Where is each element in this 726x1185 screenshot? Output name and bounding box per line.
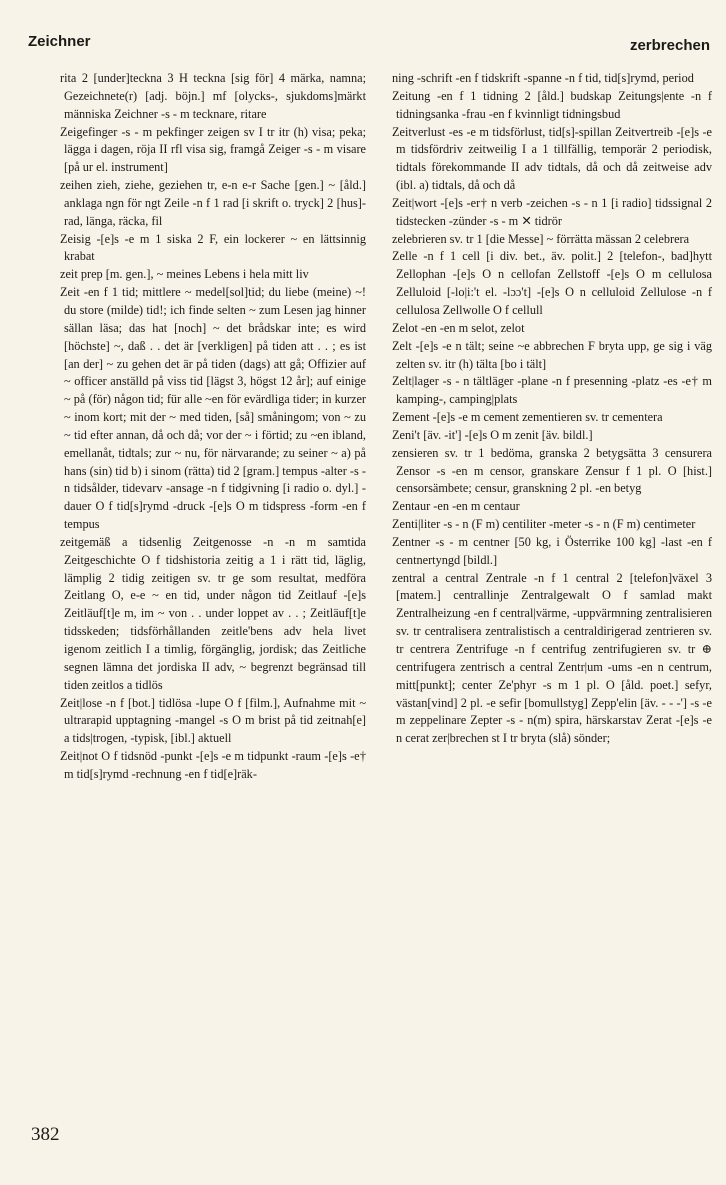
entry-paragraph: zelebrieren sv. tr 1 [die Messe] ~ förrätta mässan 2 celebrera xyxy=(392,231,690,246)
entry-paragraph: zeitgemäß a tidsenlig Zeitgenosse -n -n m samtida Zeitgeschichte O f tidshistoria zeitig a 1 i rätt tid, läglig, lämplig 2 tidig zeitigen sv. tr ge som resultat, medföra Zeitlang O, e-e ~ en tid, under någon tid Zeitlauf -[e]s Zeitläuf[t]e m, im ~ von . . under loppet av . . ; Zeitläuf[t]e tidsskeden; tidsförhållanden zeitle'bens adv hela livet igenom zeitlich I a timlig, förgänglig, jordisk; das Zeitliche segnen lämna det jordiska II adv, ~ begrenzt begränsad till tiden zeitlos a tidlös xyxy=(60,534,366,692)
entry-paragraph: Zeni't [äv. -it'] -[e]s O m zenit [äv. bildl.] xyxy=(392,427,593,442)
running-head-right: zerbrechen xyxy=(629,37,710,54)
entry-paragraph: Zentaur -en -en m centaur xyxy=(392,499,520,514)
page-number: 382 xyxy=(31,1124,60,1145)
entry-paragraph: zentral a central Zentrale -n f 1 central 2 [telefon]växel 3 [matem.] centrallinje Zentralgewalt O f samlad makt Zentralheizung -en f central|värme, -uppvärmning zentralisieren sv. tr centralisera zentralistisch a centraldirigerad zentrieren sv. tr centrera Zentrifuge -n f centrifug zentrifugieren sv. tr ⊕ centrifugera zentrisch a central Zentr|um -ums -en n centrum, mitt[punkt]; center Ze'phyr -s m 1 pl. O [åld. poet.] sefyr, västan[vind] 2 pl. -e sefir [bomullstyg] Zepp'elin [äv. - - -'] -s -e m zeppelinare Zepter -s - n(m) spira, härskarstav Zerat -[e]s -e n cerat zer|brechen st I tr bryta (slå) sönder; xyxy=(392,570,712,746)
entry-paragraph: Zeitverlust -es -e m tidsförlust, tid[s]-spillan Zeitvertreib -[e]s -e m tidsfördriv zeitweilig I a 1 tillfällig, temporär 2 periodisk, tidtals förekommande II adv tidtals, då och då zeitweise adv (ibl. a) tidtals, då och då xyxy=(392,124,712,193)
entry-paragraph: Zelle -n f 1 cell [i div. bet., äv. polit.] 2 [telefon-, bad]hytt Zellophan -[e]s O n cellofan Zellstoff -[e]s O m cellulosa Zelluloid [-lo|i:'t el. -lɔɔ't] -[e]s O n celluloid Zellulose -n f cellulosa Zellwolle O f cellull xyxy=(392,249,712,317)
entry-paragraph: Zenti|liter -s - n (F m) centiliter -meter -s - n (F m) centimeter xyxy=(392,517,696,532)
entry-paragraph: zeihen zieh, ziehe, geziehen tr, e-n e-r Sache [gen.] ~ [åld.] anklaga ngn för ngt Zeile -n f 1 rad [i skrift o. tryck] 2 [hus]-rad, länga, räcka, fil xyxy=(60,178,366,228)
entry-paragraph: Zeit|wort -[e]s -er† n verb -zeichen -s - n 1 [i radio] tidssignal 2 tidstecken -zünder -s - m ✕ tidrör xyxy=(392,195,712,228)
entry-paragraph: Zement -[e]s -e m cement zementieren sv. tr cementera xyxy=(392,410,663,425)
entry-paragraph: Zeit|not O f tidsnöd -punkt -[e]s -e m tidpunkt -raum -[e]s -e† m tid[s]rymd -rechnung -en f tid[e]räk- xyxy=(60,749,366,781)
entry-paragraph: Zentner -s - m centner [50 kg, i Österrike 100 kg] -last -en f centnertyngd [bildl.] xyxy=(392,534,712,567)
entry-paragraph: zeit prep [m. gen.], ~ meines Lebens i hela mitt liv xyxy=(60,267,309,282)
entry-paragraph: zensieren sv. tr 1 bedöma, granska 2 betygsätta 3 censurera Zensor -s -en m censor, granskare Zensur f 1 pl. O [hist.] censorsämbete; censur, granskning 2 pl. -en betyg xyxy=(392,445,712,496)
entry-paragraph: rita 2 [under]teckna 3 H teckna [sig för] 4 märka, namna; Gezeichnete(r) [adj. böjn.] mf [olycks-, sjukdoms]märkt människa Zeichner -s - m tecknare, ritare xyxy=(60,71,366,121)
entry-paragraph: Zelt|lager -s - n tältläger -plane -n f presenning -platz -es -e† m kamping-, camping|plats xyxy=(392,374,712,407)
entry-paragraph: Zeisig -[e]s -e m 1 siska 2 F, ein lockerer ~ en lättsinnig krabat xyxy=(60,231,366,264)
running-head-left: Zeichner xyxy=(28,33,91,50)
entry-paragraph: ning -schrift -en f tidskrift -spanne -n f tid, tid[s]rymd, period xyxy=(392,71,694,85)
entry-paragraph: Zeit -en f 1 tid; mittlere ~ medel[sol]tid; du liebe (meine) ~! du store (milde) tid!; ich finde selten ~ zum Lesen jag hinner sällan läsa; das hat [noch] ~ det brådskar inte; es wird [höchste] ~, daß . . det är [verkligen] på tiden att . . ; es ist [an der] ~ zu gehen det är på tiden (dags) att gå; Offizier auf ~ officer anställd på viss tid [lägst 3, högst 12 år]; auf einige ~ på (för) någon tid; für alle ~en för evärdliga tider; in kurzer ~ inom kort; mit der ~ med tiden, [så] småningom; von ~ zu ~ tid efter annan, då och då; vor der ~ i förtid; zu ~en ibland, emellanåt, tidtals; zur ~ nu, för närvarande; zu seiner ~ a) på hans (sin) tid b) i sinom (rätta) tid 2 [gram.] tempus -alter -s - n tidsålder, tidevarv -ansage -n f tidgivning [i radio o. dyl.] -dauer O f tid[s]rymd -druck -[e]s O m tidspress -form -en f tempus xyxy=(60,285,366,532)
entry-paragraph: Zeigefinger -s - m pekfinger zeigen sv I tr itr (h) visa; peka; lägga i dagen, röja II rfl visa sig, framgå Zeiger -s - m visare [på ur el. instrument] xyxy=(60,124,366,175)
left-column xyxy=(60,70,366,784)
entry-paragraph: Zeitung -en f 1 tidning 2 [åld.] budskap Zeitungs|ente -n f tidningsanka -frau -en f kvinnligt tidningsbud xyxy=(392,88,712,121)
entry-paragraph: Zeit|lose -n f [bot.] tidlösa -lupe O f [film.], Aufnahme mit ~ ultrarapid upptagning -mangel -s O m brist på tid zeitnah[e] a tids|trogen, -typisk, [ibl.] aktuell xyxy=(60,695,366,746)
entry-paragraph: Zelot -en -en m selot, zelot xyxy=(392,320,525,335)
entry-paragraph: Zelt -[e]s -e n tält; seine ~e abbrechen F bryta upp, ge sig i väg zelten sv. itr (h) tälta [bo i tält] xyxy=(392,338,712,371)
right-column xyxy=(392,70,712,748)
